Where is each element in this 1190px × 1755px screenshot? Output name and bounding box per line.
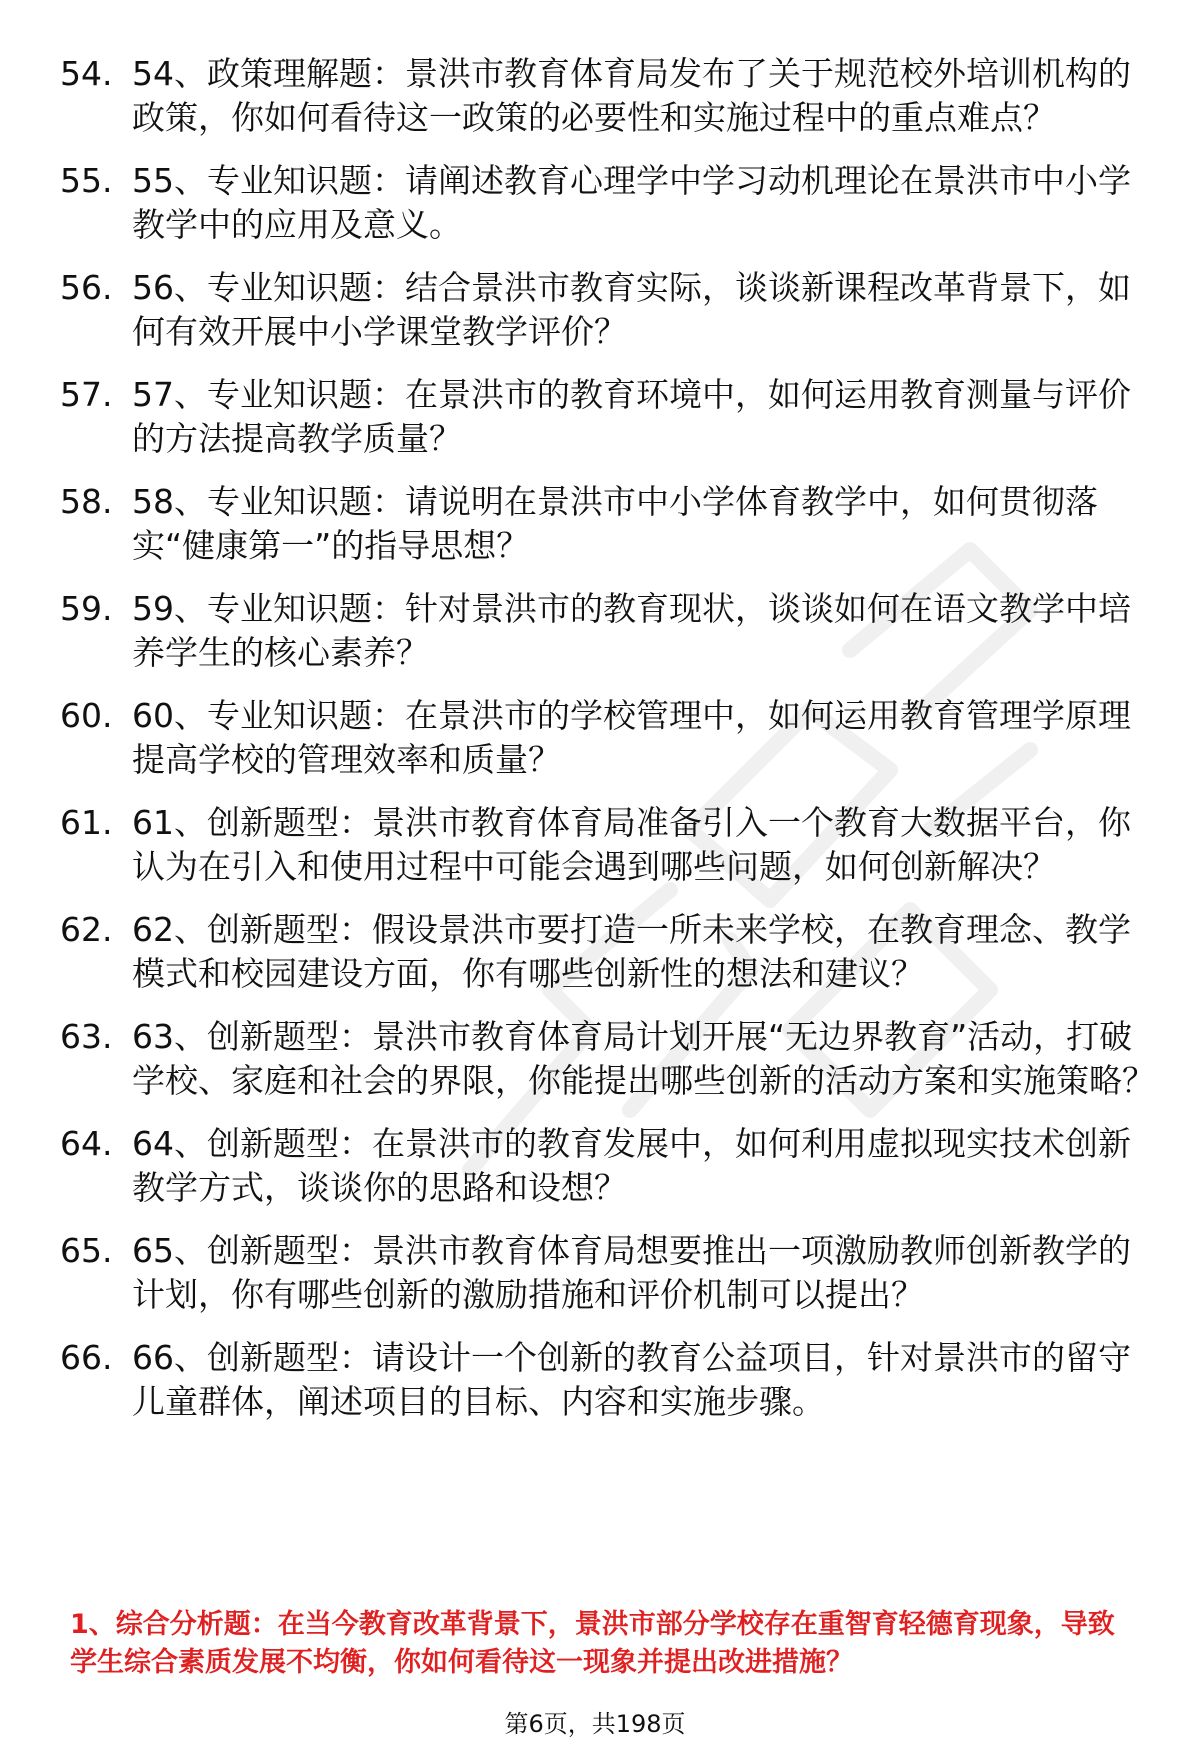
question-item xyxy=(60,373,1160,461)
question-text: 61、创新题型：景洪市教育体育局准备引入一个教育大数据平台，你认为在引入和使用过程中可能会遇到哪些问题，如何创新解决？ xyxy=(132,803,1131,886)
question-item xyxy=(60,587,1160,675)
question-text: 65、创新题型：景洪市教育体育局想要推出一项激励教师创新教学的计划，你有哪些创新的激励措施和评价机制可以提出？ xyxy=(132,1231,1131,1314)
question-number: 61. xyxy=(60,803,113,842)
question-number: 64. xyxy=(60,1124,113,1163)
question-text: 54、政策理解题：景洪市教育体育局发布了关于规范校外培训机构的政策，你如何看待这一政策的必要性和实施过程中的重点难点？ xyxy=(132,54,1131,137)
question-text: 62、创新题型：假设景洪市要打造一所未来学校，在教育理念、教学模式和校园建设方面，你有哪些创新性的想法和建议？ xyxy=(132,910,1131,993)
question-text: 57、专业知识题：在景洪市的教育环境中，如何运用教育测量与评价的方法提高教学质量？ xyxy=(132,375,1131,458)
question-number: 59. xyxy=(60,589,113,628)
question-text: 63、创新题型：景洪市教育体育局计划开展“无边界教育”活动，打破学校、家庭和社会的界限，你能提出哪些创新的活动方案和实施策略？ xyxy=(132,1017,1155,1100)
question-item xyxy=(60,801,1160,889)
question-item xyxy=(60,52,1160,140)
question-item xyxy=(60,266,1160,354)
question-text: 56、专业知识题：结合景洪市教育实际，谈谈新课程改革背景下，如何有效开展中小学课堂教学评价？ xyxy=(132,268,1131,351)
question-text: 55、专业知识题：请阐述教育心理学中学习动机理论在景洪市中小学教学中的应用及意义。 xyxy=(132,161,1131,244)
question-number: 54. xyxy=(60,54,113,93)
question-text: 64、创新题型：在景洪市的教育发展中，如何利用虚拟现实技术创新教学方式，谈谈你的思路和设想？ xyxy=(132,1124,1131,1207)
question-number: 56. xyxy=(60,268,113,307)
question-number: 60. xyxy=(60,696,113,735)
question-number: 62. xyxy=(60,910,113,949)
question-text: 58、专业知识题：请说明在景洪市中小学体育教学中，如何贯彻落实“健康第一”的指导思想？ xyxy=(132,482,1098,565)
question-number: 55. xyxy=(60,161,113,200)
question-list xyxy=(60,52,1160,1443)
question-number: 66. xyxy=(60,1338,113,1377)
page-footer: 第6页，共198页 xyxy=(504,1710,686,1738)
question-item xyxy=(60,908,1160,996)
question-number: 58. xyxy=(60,482,113,521)
question-item xyxy=(60,1336,1160,1424)
question-item xyxy=(60,159,1160,247)
question-item xyxy=(60,694,1160,782)
question-text: 59、专业知识题：针对景洪市的教育现状，谈谈如何在语文教学中培养学生的核心素养？ xyxy=(132,589,1131,672)
highlighted-question: 1、综合分析题：在当今教育改革背景下，景洪市部分学校存在重智育轻德育现象，导致学生综合素质发展不均衡，你如何看待这一现象并提出改进措施？ xyxy=(70,1609,1115,1678)
question-item xyxy=(60,1229,1160,1317)
question-item xyxy=(60,480,1160,568)
question-text: 66、创新题型：请设计一个创新的教育公益项目，针对景洪市的留守儿童群体，阐述项目的目标、内容和实施步骤。 xyxy=(132,1338,1131,1421)
question-number: 63. xyxy=(60,1017,113,1056)
question-item xyxy=(60,1122,1160,1210)
question-number: 57. xyxy=(60,375,113,414)
question-text: 60、专业知识题：在景洪市的学校管理中，如何运用教育管理学原理提高学校的管理效率和质量？ xyxy=(132,696,1131,779)
question-number: 65. xyxy=(60,1231,113,1270)
question-item xyxy=(60,1015,1160,1103)
